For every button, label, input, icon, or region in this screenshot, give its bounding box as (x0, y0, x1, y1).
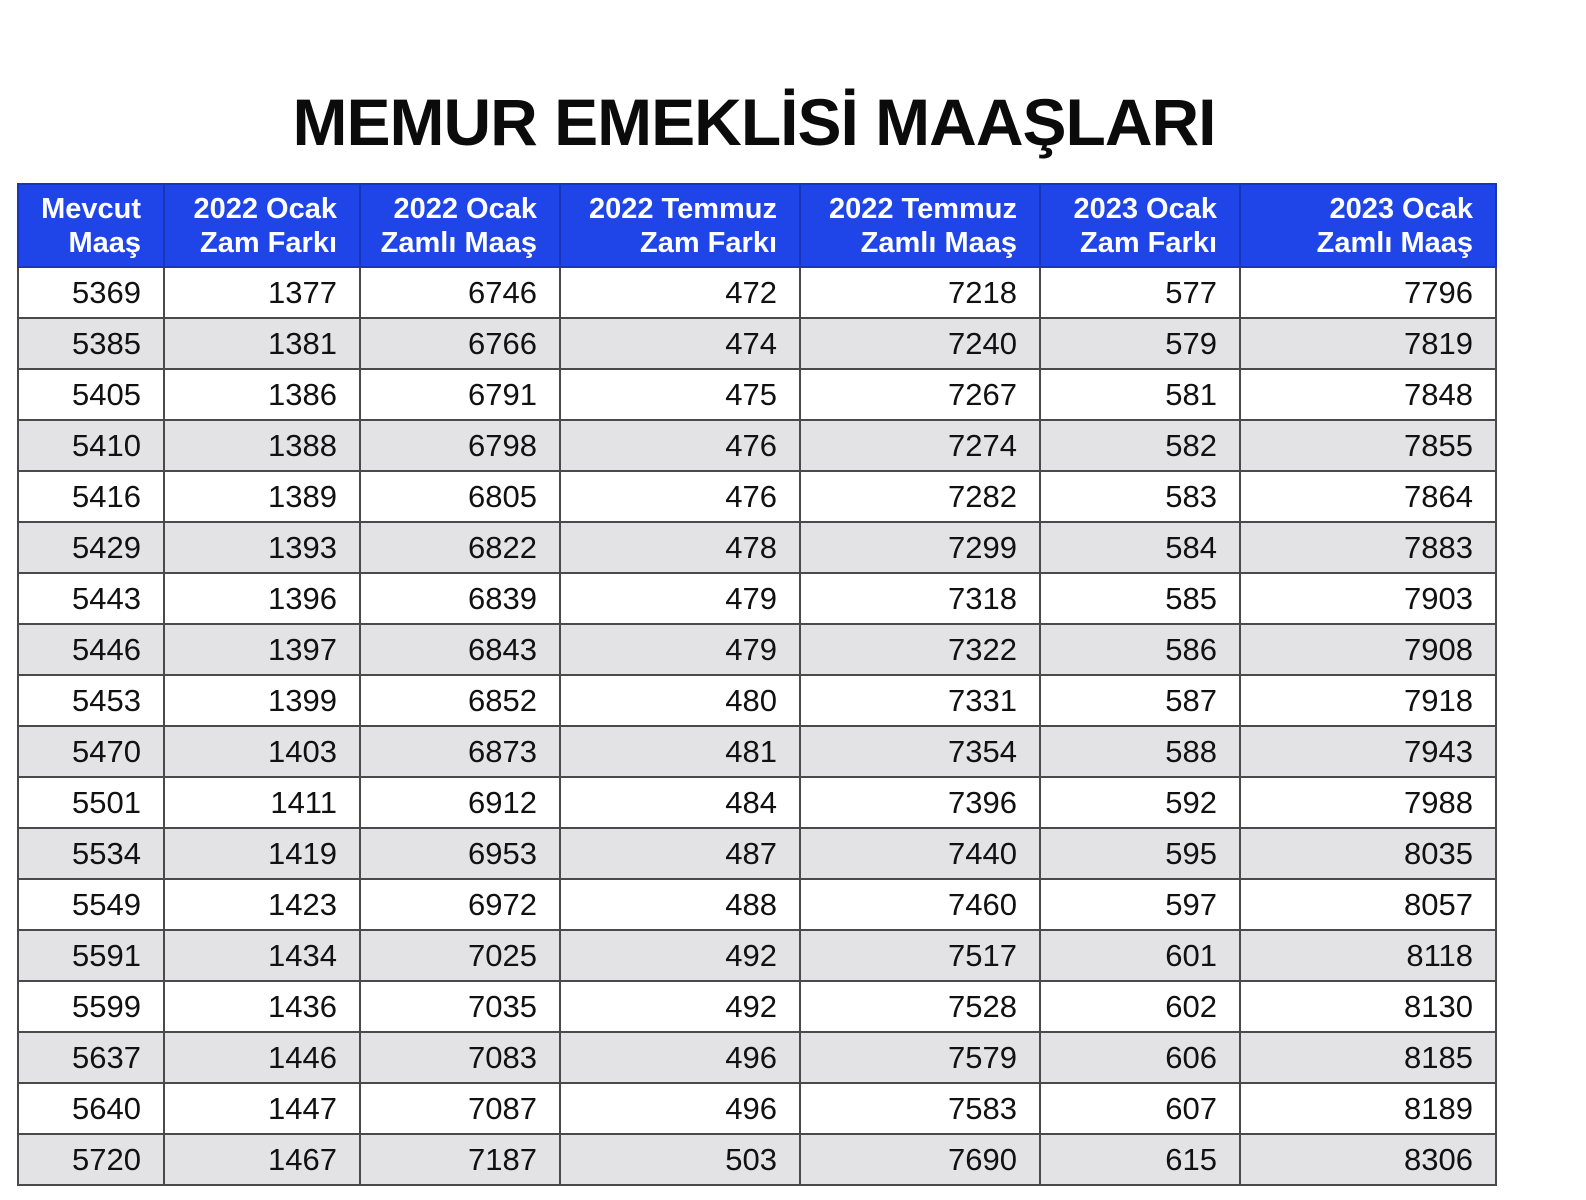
table-cell: 5720 (18, 1134, 164, 1185)
table-cell: 1396 (164, 573, 360, 624)
table-cell: 1397 (164, 624, 360, 675)
table-cell: 5446 (18, 624, 164, 675)
table-cell: 6953 (360, 828, 560, 879)
column-header-line: 2023 Ocak (1329, 192, 1473, 225)
column-header-2022-temmuz-zam-farki (560, 184, 800, 267)
table-cell: 481 (560, 726, 800, 777)
table-cell: 583 (1040, 471, 1240, 522)
column-header-line: Zam Farkı (640, 226, 777, 259)
table-cell: 7943 (1240, 726, 1496, 777)
column-header-line: Zam Farkı (200, 226, 337, 259)
table-cell: 607 (1040, 1083, 1240, 1134)
table-cell: 7187 (360, 1134, 560, 1185)
page-title: MEMUR EMEKLİSİ MAAŞLARI (292, 85, 1216, 159)
table-row (18, 267, 1496, 318)
table-header-row (18, 184, 1496, 267)
table-cell: 587 (1040, 675, 1240, 726)
table-cell: 7299 (800, 522, 1040, 573)
table-cell: 6843 (360, 624, 560, 675)
table-row (18, 675, 1496, 726)
column-header-line: 2022 Ocak (393, 192, 537, 225)
table-cell: 8189 (1240, 1083, 1496, 1134)
table-cell: 7903 (1240, 573, 1496, 624)
table-cell: 7883 (1240, 522, 1496, 573)
table-cell: 7331 (800, 675, 1040, 726)
table-row (18, 573, 1496, 624)
table-cell: 1381 (164, 318, 360, 369)
table-cell: 584 (1040, 522, 1240, 573)
table-cell: 5549 (18, 879, 164, 930)
table-cell: 476 (560, 471, 800, 522)
column-header-line: 2022 Ocak (193, 192, 337, 225)
table-cell: 496 (560, 1032, 800, 1083)
table-cell: 492 (560, 981, 800, 1032)
table-cell: 484 (560, 777, 800, 828)
table-cell: 1399 (164, 675, 360, 726)
table-cell: 6798 (360, 420, 560, 471)
table-cell: 6852 (360, 675, 560, 726)
table-cell: 7274 (800, 420, 1040, 471)
table-cell: 7796 (1240, 267, 1496, 318)
table-cell: 7083 (360, 1032, 560, 1083)
column-header-line: Zamlı Maaş (1316, 226, 1473, 259)
table-cell: 5534 (18, 828, 164, 879)
table-cell: 5640 (18, 1083, 164, 1134)
column-header-2023-ocak-zamli-maas (1240, 184, 1496, 267)
table-cell: 5591 (18, 930, 164, 981)
table-cell: 496 (560, 1083, 800, 1134)
table-cell: 7819 (1240, 318, 1496, 369)
column-header-line: Zam Farkı (1080, 226, 1217, 259)
table-cell: 1436 (164, 981, 360, 1032)
table-cell: 8057 (1240, 879, 1496, 930)
table-cell: 5637 (18, 1032, 164, 1083)
table-cell: 7583 (800, 1083, 1040, 1134)
table-cell: 488 (560, 879, 800, 930)
table-cell: 7318 (800, 573, 1040, 624)
table-cell: 1411 (164, 777, 360, 828)
table-cell: 6746 (360, 267, 560, 318)
table-cell: 8130 (1240, 981, 1496, 1032)
table-cell: 5501 (18, 777, 164, 828)
table-row (18, 1134, 1496, 1185)
table-cell: 5429 (18, 522, 164, 573)
table-row (18, 420, 1496, 471)
table-row (18, 777, 1496, 828)
table-cell: 1386 (164, 369, 360, 420)
table-cell: 7855 (1240, 420, 1496, 471)
table-cell: 7690 (800, 1134, 1040, 1185)
table-cell: 601 (1040, 930, 1240, 981)
table-cell: 7864 (1240, 471, 1496, 522)
table-cell: 492 (560, 930, 800, 981)
table-cell: 7025 (360, 930, 560, 981)
table-cell: 7517 (800, 930, 1040, 981)
table-cell: 7087 (360, 1083, 560, 1134)
table-cell: 7848 (1240, 369, 1496, 420)
salary-table (17, 183, 1497, 1186)
table-cell: 5443 (18, 573, 164, 624)
table-cell: 503 (560, 1134, 800, 1185)
table-row (18, 930, 1496, 981)
table-cell: 5410 (18, 420, 164, 471)
table-cell: 579 (1040, 318, 1240, 369)
column-header-2022-temmuz-zamli-maas (800, 184, 1040, 267)
table-cell: 592 (1040, 777, 1240, 828)
table-cell: 597 (1040, 879, 1240, 930)
table-cell: 5453 (18, 675, 164, 726)
table-cell: 586 (1040, 624, 1240, 675)
table-cell: 615 (1040, 1134, 1240, 1185)
table-cell: 5416 (18, 471, 164, 522)
table-row (18, 726, 1496, 777)
table-cell: 7240 (800, 318, 1040, 369)
table-cell: 1467 (164, 1134, 360, 1185)
table-cell: 5369 (18, 267, 164, 318)
column-header-line: Maaş (68, 226, 141, 259)
table-body (18, 267, 1496, 1185)
table-cell: 7267 (800, 369, 1040, 420)
table-cell: 7035 (360, 981, 560, 1032)
column-header-mevcut-maas (18, 184, 164, 267)
table-cell: 1393 (164, 522, 360, 573)
table-cell: 585 (1040, 573, 1240, 624)
table-cell: 1419 (164, 828, 360, 879)
table-cell: 479 (560, 573, 800, 624)
table-row (18, 471, 1496, 522)
table-cell: 602 (1040, 981, 1240, 1032)
column-header-line: Mevcut (41, 192, 141, 225)
table-cell: 582 (1040, 420, 1240, 471)
column-header-2023-ocak-zam-farki (1040, 184, 1240, 267)
table-cell: 487 (560, 828, 800, 879)
table-cell: 1423 (164, 879, 360, 930)
table-cell: 7579 (800, 1032, 1040, 1083)
table-cell: 8118 (1240, 930, 1496, 981)
table-cell: 1434 (164, 930, 360, 981)
table-cell: 5470 (18, 726, 164, 777)
table-cell: 7354 (800, 726, 1040, 777)
table-cell: 7460 (800, 879, 1040, 930)
column-header-2022-ocak-zam-farki (164, 184, 360, 267)
table-cell: 7988 (1240, 777, 1496, 828)
table-cell: 5599 (18, 981, 164, 1032)
table-cell: 7322 (800, 624, 1040, 675)
table-cell: 6791 (360, 369, 560, 420)
table-cell: 1377 (164, 267, 360, 318)
table-cell: 1447 (164, 1083, 360, 1134)
table-row (18, 879, 1496, 930)
table-cell: 1389 (164, 471, 360, 522)
table-cell: 595 (1040, 828, 1240, 879)
table-cell: 480 (560, 675, 800, 726)
table-cell: 6873 (360, 726, 560, 777)
table-cell: 7396 (800, 777, 1040, 828)
table-cell: 5405 (18, 369, 164, 420)
table-cell: 6822 (360, 522, 560, 573)
table-cell: 7218 (800, 267, 1040, 318)
table-cell: 577 (1040, 267, 1240, 318)
table-cell: 6972 (360, 879, 560, 930)
table-cell: 7282 (800, 471, 1040, 522)
table-cell: 478 (560, 522, 800, 573)
table-cell: 476 (560, 420, 800, 471)
table-cell: 8035 (1240, 828, 1496, 879)
column-header-line: Zamlı Maaş (860, 226, 1017, 259)
table-cell: 6766 (360, 318, 560, 369)
column-header-line: 2023 Ocak (1073, 192, 1217, 225)
table-cell: 1403 (164, 726, 360, 777)
table-row (18, 828, 1496, 879)
table-cell: 7440 (800, 828, 1040, 879)
table-cell: 606 (1040, 1032, 1240, 1083)
table-row (18, 981, 1496, 1032)
table-cell: 479 (560, 624, 800, 675)
table-cell: 6805 (360, 471, 560, 522)
table-cell: 581 (1040, 369, 1240, 420)
table-cell: 1388 (164, 420, 360, 471)
table-cell: 1446 (164, 1032, 360, 1083)
table-cell: 474 (560, 318, 800, 369)
table-cell: 7528 (800, 981, 1040, 1032)
column-header-2022-ocak-zamli-maas (360, 184, 560, 267)
column-header-line: 2022 Temmuz (828, 192, 1017, 225)
table-row (18, 1083, 1496, 1134)
table-row (18, 624, 1496, 675)
table-cell: 475 (560, 369, 800, 420)
table-cell: 588 (1040, 726, 1240, 777)
table-cell: 6912 (360, 777, 560, 828)
table-row (18, 369, 1496, 420)
table-cell: 7918 (1240, 675, 1496, 726)
table-row (18, 318, 1496, 369)
table-cell: 8185 (1240, 1032, 1496, 1083)
table-cell: 8306 (1240, 1134, 1496, 1185)
column-header-line: Zamlı Maaş (380, 226, 537, 259)
table-cell: 7908 (1240, 624, 1496, 675)
table-cell: 472 (560, 267, 800, 318)
table-cell: 6839 (360, 573, 560, 624)
column-header-line: 2022 Temmuz (588, 192, 777, 225)
table-row (18, 1032, 1496, 1083)
table-row (18, 522, 1496, 573)
table-cell: 5385 (18, 318, 164, 369)
